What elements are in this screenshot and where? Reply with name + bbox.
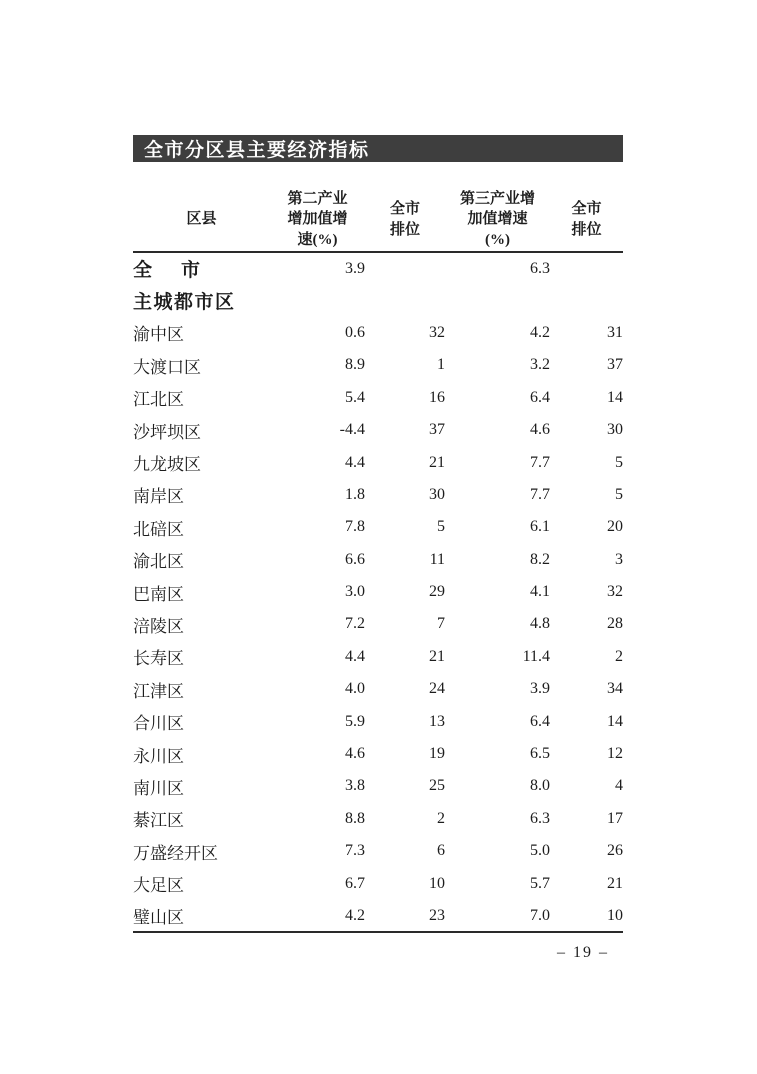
tertiary-rank-cell: 10 [607,906,623,924]
district-name-cell: 江津区 [133,681,184,701]
section-title: 全市分区县主要经济指标 [144,140,370,161]
secondary-growth-cell: 4.4 [345,453,365,471]
district-name-cell: 巴南区 [133,584,184,604]
tertiary-growth-cell: 5.7 [530,874,550,892]
district-name-cell: 渝中区 [133,325,184,345]
table-row [133,835,623,867]
tertiary-growth-cell: 8.2 [530,550,550,568]
tertiary-growth-cell: 6.4 [530,388,550,406]
table-row [133,641,623,673]
district-name-cell: 大渡口区 [133,357,201,377]
tertiary-growth-cell: 4.8 [530,615,550,633]
district-name-cell: 主城都市区 [133,292,236,314]
district-name-cell: 九龙坡区 [133,455,201,475]
tertiary-growth-cell [445,284,550,316]
secondary-rank-cell: 6 [437,842,445,860]
tertiary-rank-cell: 20 [607,518,623,536]
district-name-cell: 北碚区 [133,519,184,539]
secondary-rank-cell: 24 [429,680,445,698]
tertiary-rank-cell: 28 [607,615,623,633]
table-body [133,252,623,932]
col-header-district: 区县 [133,188,270,252]
tertiary-rank-cell: 2 [615,647,623,665]
col-header-secondary-rank: 全市排位 [365,188,445,252]
secondary-rank-cell: 29 [429,583,445,601]
secondary-growth-cell: 8.9 [345,356,365,374]
tertiary-rank-cell: 5 [615,485,623,503]
tertiary-rank-cell: 14 [607,388,623,406]
secondary-rank-cell: 2 [437,809,445,827]
secondary-growth-cell: 7.2 [345,615,365,633]
col-header-secondary-growth: 第二产业增加值增速(%) [270,188,365,252]
table-row [133,900,623,932]
table-row [133,803,623,835]
col-header-tertiary-rank: 全市排位 [550,188,623,252]
secondary-growth-cell: 8.8 [345,809,365,827]
secondary-rank-cell: 19 [429,745,445,763]
secondary-rank-cell: 7 [437,615,445,633]
tertiary-growth-cell: 8.0 [530,777,550,795]
district-name-cell: 全 市 [133,260,206,282]
page-number: – 19 – [557,944,609,961]
table-row [133,479,623,511]
tertiary-rank-cell: 31 [607,323,623,341]
tertiary-rank-cell: 37 [607,356,623,374]
district-name-cell: 渝北区 [133,552,184,572]
secondary-growth-cell: 4.4 [345,647,365,665]
tertiary-growth-cell: 11.4 [522,647,550,665]
tertiary-growth-cell: 5.0 [530,842,550,860]
section-title-banner [133,135,623,162]
secondary-rank-cell: 23 [429,906,445,924]
table-row [133,608,623,640]
secondary-growth-cell: 5.9 [345,712,365,730]
table-row [133,867,623,899]
secondary-growth-cell: 7.3 [345,842,365,860]
district-name-cell: 璧山区 [133,908,184,927]
secondary-rank-cell: 13 [429,712,445,730]
district-name-cell: 永川区 [133,746,184,766]
secondary-rank-cell: 11 [429,550,445,568]
tertiary-rank-cell: 3 [615,550,623,568]
table-row [133,770,623,802]
secondary-rank-cell [365,284,445,316]
secondary-rank-cell: 21 [429,453,445,471]
secondary-growth-cell: 4.2 [345,906,365,924]
tertiary-growth-cell: 4.1 [530,583,550,601]
tertiary-growth-cell: 6.1 [530,518,550,536]
tertiary-growth-cell: 7.7 [530,453,550,471]
secondary-growth-cell: 1.8 [345,485,365,503]
secondary-growth-cell: 6.7 [345,874,365,892]
tertiary-rank-cell: 4 [615,777,623,795]
tertiary-growth-cell: 6.3 [530,259,550,277]
secondary-rank-cell: 5 [437,518,445,536]
secondary-growth-cell: 6.6 [345,550,365,568]
district-name-cell: 长寿区 [133,649,184,669]
district-name-cell: 涪陵区 [133,616,184,636]
district-name-cell: 江北区 [133,390,184,410]
tertiary-growth-cell: 6.4 [530,712,550,730]
table-row [133,349,623,381]
secondary-growth-cell: 3.9 [345,259,365,277]
table-row [133,544,623,576]
secondary-growth-cell: 3.8 [345,777,365,795]
secondary-rank-cell [365,252,445,284]
district-name-cell: 万盛经开区 [133,843,218,863]
col-header-tertiary-growth: 第三产业增加值增速(%) [445,188,550,252]
tertiary-growth-cell: 4.2 [530,323,550,341]
secondary-rank-cell: 25 [429,777,445,795]
district-name-cell: 綦江区 [133,811,184,831]
table-row [133,252,623,284]
economic-indicators-table [133,188,623,933]
secondary-growth-cell: 0.6 [345,323,365,341]
tertiary-growth-cell: 7.0 [530,906,550,924]
tertiary-rank-cell: 34 [607,680,623,698]
secondary-rank-cell: 30 [429,485,445,503]
table-row [133,284,623,316]
table-row [133,511,623,543]
tertiary-growth-cell: 3.2 [530,356,550,374]
secondary-rank-cell: 16 [429,388,445,406]
tertiary-rank-cell: 21 [607,874,623,892]
table-row [133,576,623,608]
table-row [133,414,623,446]
district-name-cell: 沙坪坝区 [133,422,201,442]
secondary-rank-cell: 10 [429,874,445,892]
tertiary-rank-cell: 32 [607,583,623,601]
district-name-cell: 大足区 [133,876,184,896]
secondary-rank-cell: 37 [429,421,445,439]
secondary-growth-cell: 4.0 [345,680,365,698]
secondary-rank-cell: 21 [429,647,445,665]
district-name-cell: 合川区 [133,714,184,734]
tertiary-rank-cell: 26 [607,842,623,860]
tertiary-rank-cell: 17 [607,809,623,827]
secondary-rank-cell: 32 [429,323,445,341]
table-row [133,317,623,349]
table-header-row [133,188,623,252]
district-name-cell: 南岸区 [133,487,184,507]
tertiary-growth-cell: 6.5 [530,745,550,763]
tertiary-growth-cell: 3.9 [530,680,550,698]
secondary-growth-cell [270,284,365,316]
secondary-growth-cell: 5.4 [345,388,365,406]
tertiary-rank-cell [550,252,623,284]
table-row [133,382,623,414]
tertiary-rank-cell: 14 [607,712,623,730]
tertiary-rank-cell: 12 [607,745,623,763]
tertiary-growth-cell: 4.6 [530,421,550,439]
secondary-growth-cell: 4.6 [345,745,365,763]
district-name-cell: 南川区 [133,778,184,798]
secondary-growth-cell: 3.0 [345,583,365,601]
table-row [133,446,623,478]
tertiary-rank-cell: 5 [615,453,623,471]
secondary-rank-cell: 1 [437,356,445,374]
table-row [133,705,623,737]
table-row [133,673,623,705]
secondary-growth-cell: -4.4 [339,421,365,439]
secondary-growth-cell: 7.8 [345,518,365,536]
tertiary-rank-cell [550,284,623,316]
tertiary-growth-cell: 6.3 [530,809,550,827]
table-row [133,738,623,770]
tertiary-growth-cell: 7.7 [530,485,550,503]
tertiary-rank-cell: 30 [607,421,623,439]
